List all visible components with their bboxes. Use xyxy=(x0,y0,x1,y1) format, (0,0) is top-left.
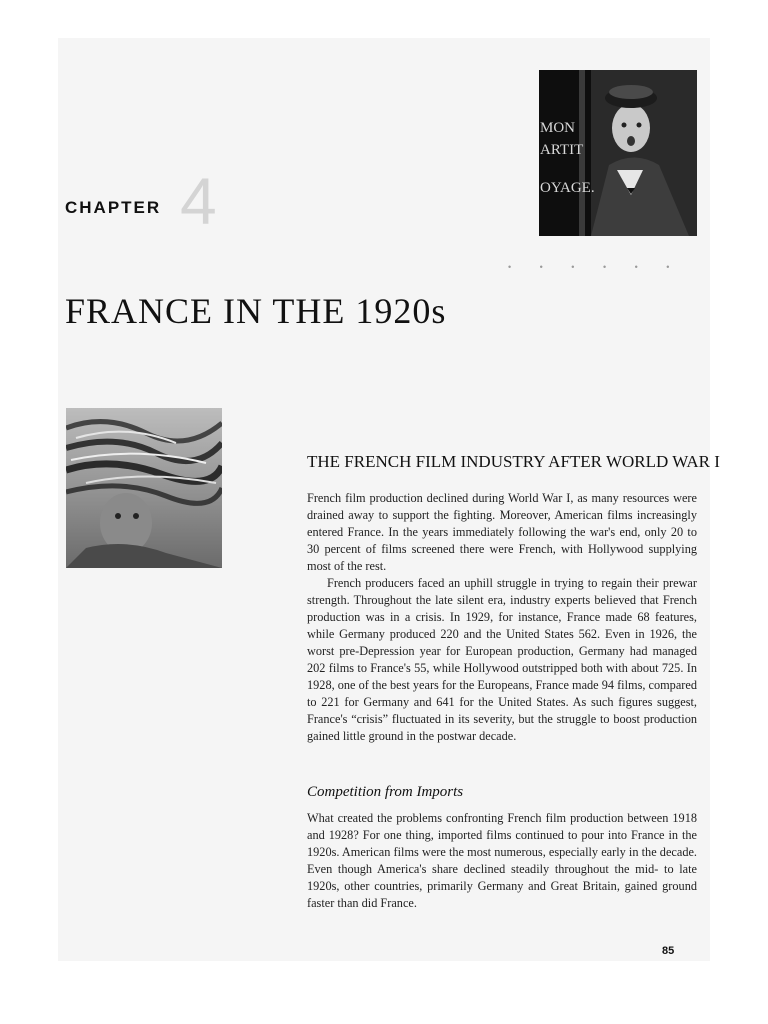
chapter-title: FRANCE IN THE 1920s xyxy=(65,291,447,331)
subsection-heading: Competition from Imports xyxy=(307,784,464,800)
sign-line-1: MON xyxy=(540,120,576,136)
page-number: 85 xyxy=(662,945,675,957)
sign-line-2: ARTIT xyxy=(540,142,584,158)
decorative-dots: • • • • • • xyxy=(508,262,683,272)
film-still-illustration xyxy=(539,70,697,236)
paragraph-2: French producers faced an uphill struggle in trying to regain their prewar strength. Throughout the late silent era, industry experts believed that French production was in a crisis. In 1929, for instance, France made 68 features, while Germany produced 220 and the United States 562. Even in 1926, the worst pre-Depression year for European production, Germany had managed 202 films to France's 55, while Hollywood outstripped both with about 725. In 1928, one of the best years for the Europeans, France made 94 films, compared to 221 for Germany and 641 for the United States. As such figures suggest, France's “crisis” fluctuated in its severity, but the struggle to boost production gained little ground in the postwar decade. xyxy=(307,576,697,743)
film-still-photo-top xyxy=(539,70,697,236)
section-heading: THE FRENCH FILM INDUSTRY AFTER WORLD WAR I xyxy=(307,452,720,471)
chapter-number: 4 xyxy=(180,164,217,238)
paragraph-1: French film production declined during World War I, as many resources were drained away to support the fighting. Moreover, American films increasingly entered France. In the years immediately following the war's end, only 20 to 30 percent of films screened there were French, with Hollywood supplying most of the rest. xyxy=(307,491,697,573)
paragraph-3: What created the problems confronting French film production between 1918 and 1928? For one thing, imported films continued to pour into France in the 1920s. American films were the most numerous, especially early in the decade. Even though America's share declined steadily throughout the mid- to late 1920s, other countries, primarily Germany and Great Britain, gained ground faster than did France. xyxy=(307,811,697,910)
sign-line-3: OYAGE. xyxy=(540,180,595,196)
water-face-illustration xyxy=(66,408,222,568)
chapter-label: CHAPTER xyxy=(65,198,162,217)
film-still-photo-left xyxy=(66,408,222,568)
